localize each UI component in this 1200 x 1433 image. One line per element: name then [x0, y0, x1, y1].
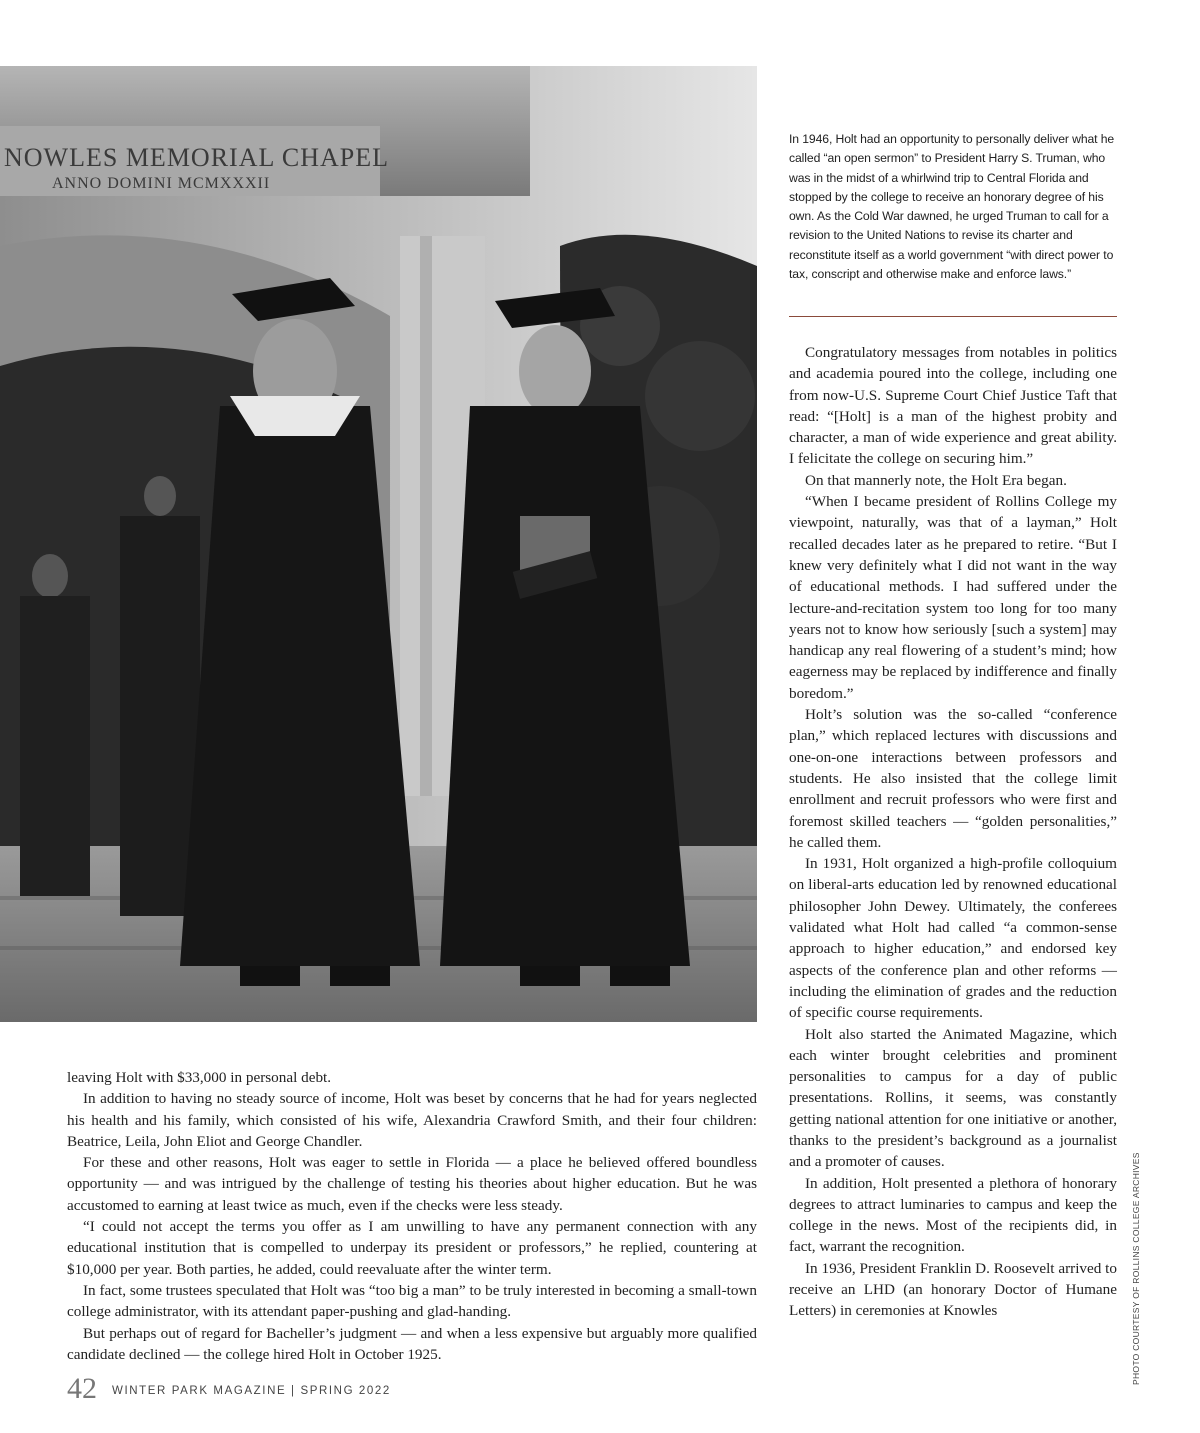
paragraph: “When I became president of Rollins College my viewpoint, naturally, was that of a layman,” Holt recalled decades later as he prepared to retire. “But I knew very definitely what I did not want in the way of educational methods. I had suffered under the lecture-and-recitation system too long for too many years not to know how seriously [such a system] may handicap any real flowering of a student’s mind; how eagerness may be replaced by indifference and finally boredom.” [789, 493, 1117, 702]
article-left-column [67, 1067, 757, 1365]
inscription-line2: ANNO DOMINI MCMXXXII [52, 175, 271, 192]
paragraph: On that mannerly note, the Holt Era began. [805, 471, 1067, 489]
paragraph: Holt also started the Animated Magazine, which each winter brought celebrities and prominent personalities to campus for a day of public presentations. Rollins, it seems, was constantly getting national attention for one initiative or another, thanks to the president’s background as a journalist and a promoter of causes. [789, 1025, 1117, 1171]
photo-caption [789, 130, 1117, 284]
running-head: WINTER PARK MAGAZINE | SPRING 2022 [112, 1385, 391, 1397]
paragraph: In fact, some trustees speculated that Holt was “too big a man” to be truly interested in becoming a small-town college administrator, with its attendant paper-pushing and glad-handing. [67, 1281, 757, 1321]
caption-text: In 1946, Holt had an opportunity to personally deliver what he called “an open sermon” to President Harry S. Truman, who was in the midst of a whirlwind trip to Central Florida and stopped by the college to receive an honorary degree of his own. As the Cold War dawned, he urged Truman to call for a revision to the United Nations to revise its charter and reconstitute itself as a world government “with direct power to tax, conscript and otherwise make and enforce laws.” [789, 132, 1115, 282]
photo-credit: PHOTO COURTESY OF ROLLINS COLLEGE ARCHIVES [1131, 1152, 1141, 1385]
article-right-column [789, 342, 1117, 1322]
paragraph: In 1936, President Franklin D. Roosevelt arrived to receive an LHD (an honorary Doctor of Humane Letters) in ceremonies at Knowles [789, 1259, 1117, 1320]
inscription-line1: NOWLES MEMORIAL CHAPEL [4, 143, 390, 172]
paragraph: “I could not accept the terms you offer as I am unwilling to have any permanent connection with any educational institution that is compelled to underpay its president or professors,” he replied, countering at $10,000 per year. Both parties, he added, could reevaluate after the winter term. [67, 1218, 757, 1278]
paragraph: leaving Holt with $33,000 in personal debt. [67, 1069, 332, 1086]
paragraph: In addition, Holt presented a plethora of honorary degrees to attract luminaries to campus and keep the college in the news. Most of the recipients did, in fact, warrant the recognition. [789, 1174, 1117, 1256]
caption-divider [789, 316, 1117, 317]
photo-illustration [0, 66, 757, 1022]
page-number: 42 [67, 1372, 97, 1405]
paragraph: In addition to having no steady source of income, Holt was beset by concerns that he had for years neglected his health and his family, which consisted of his wife, Alexandria Crawford Smith, and their four children: Beatrice, Leila, John Eliot and George Chandler. [67, 1090, 757, 1150]
paragraph: Holt’s solution was the so-called “conference plan,” which replaced lectures with discussions and one-on-one interactions between professors and students. He also insisted that the college limit enrollment and recruit professors who were first and foremost skilled teachers — “golden personalities,” he called them. [789, 706, 1117, 851]
paragraph: For these and other reasons, Holt was eager to settle in Florida — a place he believed offered boundless opportunity — and was intrigued by the challenge of testing his theories about higher education. But he was accustomed to earning at least twice as much, even if the checks were less steady. [67, 1154, 757, 1214]
paragraph: But perhaps out of regard for Bacheller’s judgment — and when a less expensive but arguably more qualified candidate declined — the college hired Holt in October 1925. [67, 1324, 757, 1363]
paragraph: Congratulatory messages from notables in politics and academia poured into the college, including one from now-U.S. Supreme Court Chief Justice Taft that read: “[Holt] is a man of the highest probity and character, a man of wide experience and great ability. I felicitate the college on securing him.” [789, 344, 1117, 468]
archival-photo [0, 66, 757, 1022]
paragraph: In 1931, Holt organized a high-profile colloquium on liberal-arts education led by renowned educational philosopher John Dewey. Ultimately, the conferees validated what Holt had called “a common-sense approach to higher education,” and endorsed key aspects of the conference plan and other reforms — including the elimination of grades and the reduction of specific course requirements. [789, 855, 1117, 1022]
